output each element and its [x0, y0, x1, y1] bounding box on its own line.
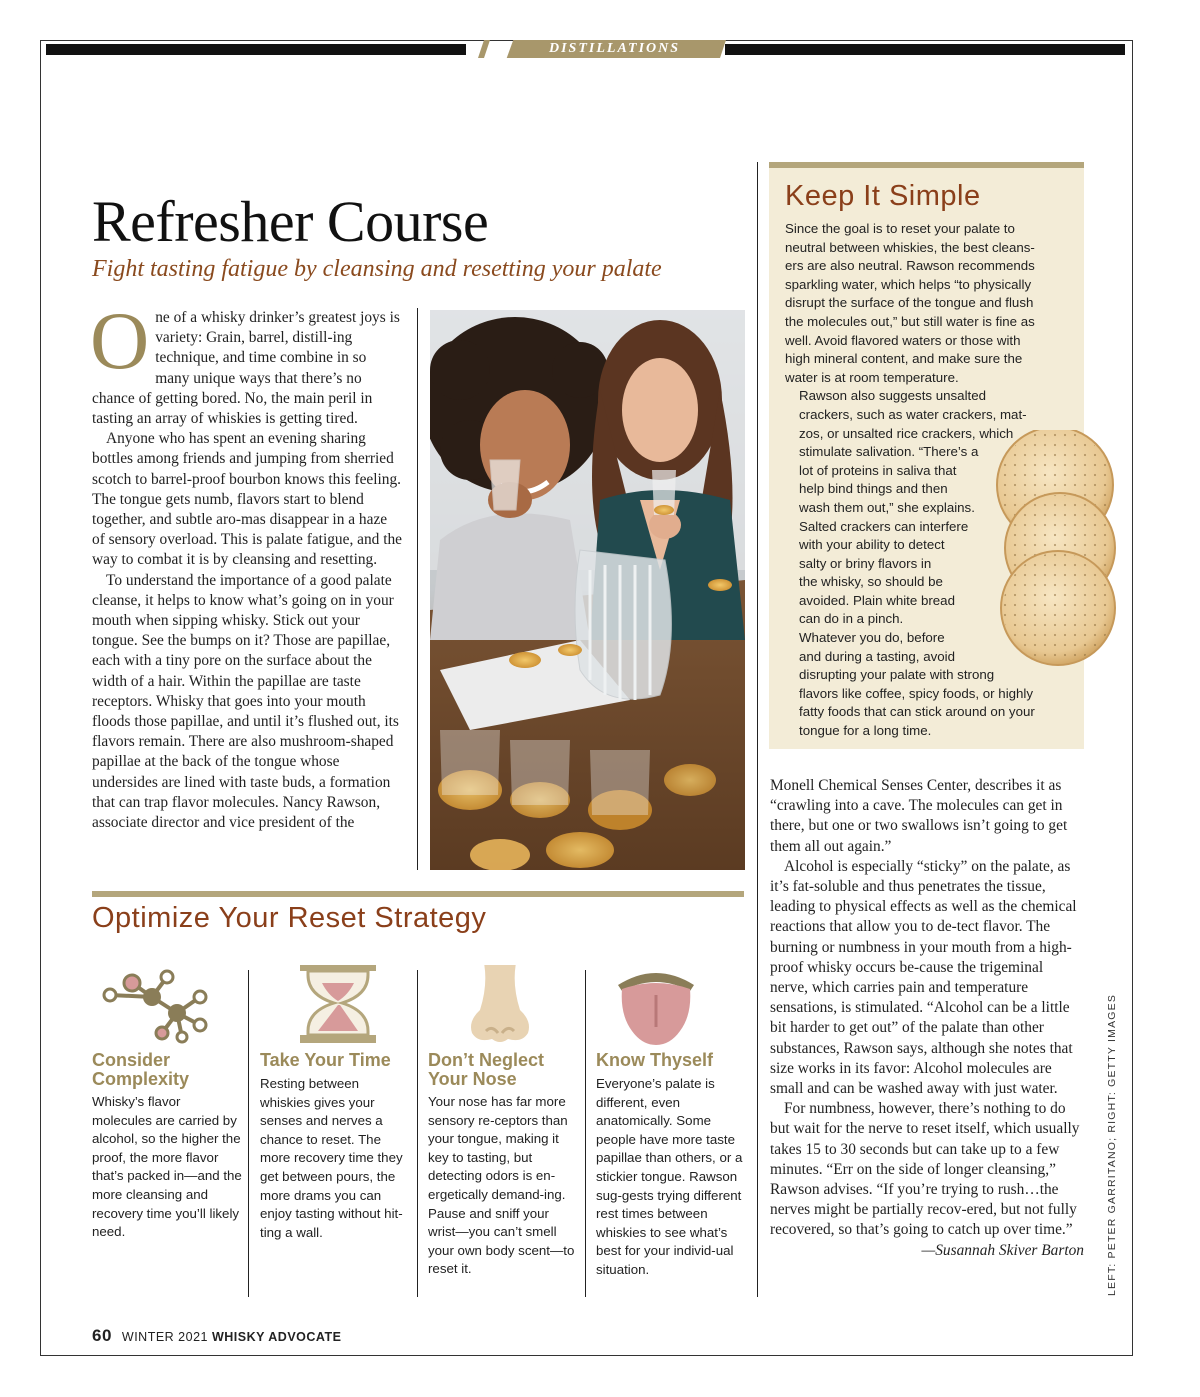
- author-byline: —Susannah Skiver Barton: [921, 1241, 1084, 1259]
- header-slash-decoration: [460, 40, 500, 58]
- sidebar-line: salty or briny flavors in: [799, 555, 932, 571]
- article-subtitle: Fight tasting fatigue by cleansing and resetting your palate: [92, 256, 662, 282]
- section-label-text: DISTILLATIONS: [549, 41, 681, 56]
- page-number: 60: [92, 1326, 112, 1345]
- sidebar-line: sparkling water, which helps “to physically: [785, 276, 1032, 292]
- section-header-bar: [40, 40, 1133, 58]
- sidebar-line: tongue for a long time.: [799, 723, 932, 739]
- tip-dont-neglect-your-nose: [428, 965, 584, 1297]
- article-paragraph-1: [90, 295, 402, 429]
- sidebar-line: help bind things and then: [799, 481, 948, 497]
- sidebar-line: Salted crackers can interfere: [799, 518, 969, 534]
- sidebar-line: wash them out,” she explains.: [799, 499, 975, 515]
- sidebar-line: disrupt the surface of the tongue and flush: [785, 295, 1034, 311]
- sidebar-line: Whatever you do, before: [799, 630, 945, 646]
- molecule-icon: [92, 965, 248, 1045]
- photo-credit: LEFT: PETER GARRITANO; RIGHT: GETTY IMAGES: [1106, 993, 1118, 1296]
- tip-divider: [585, 970, 586, 1297]
- article-column-1: [90, 295, 403, 833]
- article-title: Refresher Course: [92, 189, 489, 254]
- tongue-icon: [596, 965, 752, 1045]
- page-folio: [92, 1326, 341, 1346]
- tip-take-your-time: [260, 965, 416, 1297]
- column-divider-right: [757, 162, 758, 1297]
- article-paragraph-6: For numbness, however, there’s nothing to do but wait for the nerve to reset itself, which usually takes 15 to 30 seconds but can take up to a few minutes. “Err on the side of longer cleansing,” Rawson advises. “If you’re trying to rush…the nerves might be partially recov-ered, but not fully recovered, so that’s going to catch up over time.”: [770, 1100, 1080, 1239]
- sidebar-line: well. Avoid flavored waters or those with: [785, 332, 1021, 348]
- article-paragraph-3: To understand the importance of a good palate cleanse, it helps to know what’s going on in your mouth when sipping whisky. Stick out your tongue. See the bumps on it? Those are papillae, each with a tiny pore on the surface about the width of a hair. Within the papillae are taste receptors. Whisky that goes into your mouth floods those papillae, and until it’s flushed out, its flavors remain. There are also mushroom-shaped papillae at the back of the tongue whose undersides are lined with taste buds, a formation that can trap flavor molecules. Nancy Rawson, associate director and vice president of the: [92, 571, 399, 832]
- tasting-photo: [430, 310, 745, 870]
- sidebar-line: and during a tasting, avoid: [799, 648, 955, 664]
- crackers-image: [990, 430, 1120, 670]
- section-label: [507, 40, 724, 58]
- sidebar-line: the molecules out,” but still water is fine as: [785, 313, 1035, 329]
- article-column-3: [770, 776, 1084, 1261]
- sidebar-line: avoided. Plain white bread: [799, 592, 955, 608]
- strategy-title: Optimize Your Reset Strategy: [92, 902, 487, 934]
- sidebar-line: disrupting your palate with strong: [799, 667, 995, 683]
- tip-text: Resting between whiskies gives your senses and nerves a chance to reset. The more recovery time they get between pours, the more drams you can enjoy tasting without hit-ting a wall.: [260, 1076, 403, 1240]
- sidebar-line: lot of proteins in saliva that: [799, 462, 957, 478]
- drop-cap: O: [90, 295, 150, 386]
- sidebar-title: Keep It Simple: [785, 180, 981, 212]
- article-paragraph-5: Alcohol is especially “sticky” on the palate, as it’s fat-soluble and thus penetrates the tissue, leading to physical effects as well as the chemical reactions that allow you to de-tect flavor. The burning or numbness in your mouth from a high-proof whisky occurs be-cause the trigeminal nerve, which carries pain and temperature sensations, is stimulated. “Alcohol can be a little bit harder to get out” of the palate than other substances, Rawson says, although she notes that size works in its favor: Alcohol molecules are small and can be washed away with just water.: [770, 857, 1077, 1098]
- header-rule-right: [725, 44, 1125, 55]
- sidebar-line: zos, or unsalted rice crackers, which: [799, 425, 1014, 441]
- sidebar-line: water is at room temperature.: [785, 369, 959, 385]
- tip-consider-complexity: [92, 965, 248, 1297]
- tip-heading: Know Thyself: [596, 1050, 714, 1070]
- sidebar-line: fatty foods that can stick around on your: [799, 704, 1035, 720]
- nose-icon: [428, 965, 584, 1045]
- tip-text: Whisky’s flavor molecules are carried by alcohol, so the higher the proof, the more flavor that’s packed in—and the more cleansing and recovery time you’ll likely need.: [92, 1094, 242, 1240]
- tip-heading: Take Your Time: [260, 1050, 391, 1070]
- article-paragraph-2: Anyone who has spent an evening sharing bottles among friends and jumping from sherried scotch to barrel-proof bourbon knows this feeling. The tongue gets numb, flavors start to blend together, and subtle aro-mas disappear in a haze of sensory overload. This is palate fatigue, and the way to combat it is by cleansing and resetting.: [92, 430, 403, 569]
- tip-divider: [417, 970, 418, 1297]
- article-paragraph-1-text: ne of a whisky drinker’s greatest joys is variety: Grain, barrel, distill-ing technique, and time combine in so many unique ways that there’s no chance of getting bored. No, the main peril in tasting an array of whiskies is getting tired.: [92, 309, 400, 428]
- sidebar-line: the whisky, so should be: [799, 574, 943, 590]
- hourglass-icon: [260, 965, 416, 1045]
- strategy-top-rule: [92, 891, 744, 897]
- sidebar-line: with your ability to detect: [799, 537, 945, 553]
- tip-heading: Don’t Neglect Your Nose: [428, 1050, 545, 1089]
- sidebar-line: stimulate salivation. “There’s a: [799, 444, 979, 460]
- publication-name: WHISKY ADVOCATE: [211, 1330, 342, 1344]
- sidebar-line: Since the goal is to reset your palate to: [785, 221, 1015, 236]
- tip-know-thyself: [596, 965, 752, 1297]
- article-paragraph-4: Monell Chemical Senses Center, describes it as “crawling into a cave. The molecules can get in there, but one or two swallows isn’t going to get them all out again.”: [770, 777, 1068, 855]
- sidebar-line: Rawson also suggests unsalted: [799, 388, 987, 404]
- column-divider: [417, 308, 418, 870]
- sidebar-line: flavors like coffee, spicy foods, or highly: [799, 685, 1034, 701]
- tip-divider: [248, 970, 249, 1297]
- tip-text: Everyone’s palate is different, even anatomically. Some people have more taste papillae than others, or a stickier tongue. Rawson sug-gests trying different rest times between whiskies to see what’s best for your individ-ual situation.: [596, 1076, 743, 1277]
- issue-label: WINTER 2021: [121, 1330, 208, 1344]
- sidebar-line: neutral between whiskies, the best cleans-: [785, 239, 1035, 255]
- sidebar-line: high mineral content, and make sure the: [785, 351, 1023, 367]
- tip-text: Your nose has far more sensory re-ceptors than your tongue, making it key to tasting, but detecting odors is en-ergetically demand-ing. Pause and sniff your wrist—you can’t smell your own body scent—to reset it.: [428, 1094, 575, 1277]
- sidebar-line: can do in a pinch.: [799, 611, 904, 627]
- sidebar-paragraph-1: [785, 220, 1071, 387]
- sidebar-line: crackers, such as water crackers, mat-: [799, 406, 1027, 422]
- sidebar-line: ers are also neutral. Rawson recommends: [785, 258, 1035, 274]
- header-rule-left: [46, 44, 466, 55]
- tip-heading: Consider Complexity: [92, 1050, 190, 1089]
- strategy-tips: [92, 965, 752, 1297]
